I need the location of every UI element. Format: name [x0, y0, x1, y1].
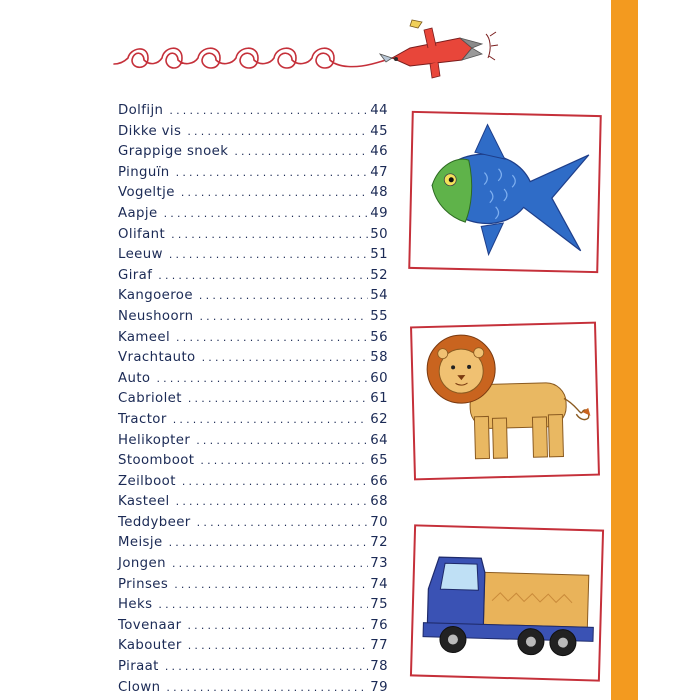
- toc-entry-page: 70: [370, 514, 388, 530]
- toc-entry-page: 54: [370, 288, 388, 304]
- toc-entry: [118, 307, 388, 328]
- toc-entry-page: 56: [370, 329, 388, 345]
- toc-entry-page: 51: [370, 247, 388, 263]
- toc-dot-leader: [173, 410, 369, 431]
- toc-entry-title: Kameel: [118, 329, 171, 345]
- toc-entry-title: Olifant: [118, 226, 166, 242]
- toc-entry-title: Vrachtauto: [118, 350, 196, 366]
- toc-entry: [118, 554, 388, 575]
- toc-entry: [118, 636, 388, 657]
- toc-dot-leader: [187, 616, 368, 637]
- toc-entry: [118, 225, 388, 246]
- toc-dot-leader: [181, 183, 368, 204]
- toc-entry-page: 78: [370, 659, 388, 675]
- toc-entry: [118, 163, 388, 184]
- toc-entry-page: 55: [370, 308, 388, 324]
- toc-entry-page: 64: [370, 432, 388, 448]
- truck-drawing: [412, 526, 602, 679]
- toc-dot-leader: [174, 575, 368, 596]
- toc-entry-page: 50: [370, 226, 388, 242]
- toc-entry-title: Giraf: [118, 267, 153, 283]
- toc-entry-title: Stoomboot: [118, 453, 195, 469]
- toc-entry-page: 61: [370, 391, 388, 407]
- toc-dot-leader: [199, 286, 368, 307]
- toc-entry-page: 60: [370, 370, 388, 386]
- toc-entry: [118, 575, 388, 596]
- toc-dot-leader: [156, 369, 368, 390]
- toc-entry-title: Piraat: [118, 659, 159, 675]
- toc-entry-title: Auto: [118, 370, 151, 386]
- toc-entry-page: 52: [370, 267, 388, 283]
- toc-entry-page: 47: [370, 164, 388, 180]
- toc-entry-page: 68: [370, 494, 388, 510]
- toc-dot-leader: [169, 245, 368, 266]
- toc-entry-page: 48: [370, 185, 388, 201]
- toc-dot-leader: [164, 204, 369, 225]
- toc-dot-leader: [187, 122, 368, 143]
- toc-entry-title: Helikopter: [118, 432, 191, 448]
- toc-dot-leader: [188, 636, 369, 657]
- toc-entry-title: Tractor: [118, 411, 167, 427]
- toc-entry-page: 46: [370, 144, 388, 160]
- toc-dot-leader: [188, 389, 368, 410]
- toc-entry: [118, 431, 388, 452]
- toc-entry-title: Teddybeer: [118, 514, 191, 530]
- toc-entry-page: 44: [370, 103, 388, 118]
- toc-dot-leader: [169, 101, 368, 122]
- toc-entry-title: Aapje: [118, 205, 158, 221]
- toc-entry-page: 62: [370, 411, 388, 427]
- toc-entry-title: Kabouter: [118, 638, 182, 654]
- toc-entry-page: 58: [370, 350, 388, 366]
- toc-entry: [118, 657, 388, 678]
- toc-entry: [118, 389, 388, 410]
- toc-entry-title: Cabriolet: [118, 391, 182, 407]
- toc-entry: [118, 245, 388, 266]
- toc-entry-page: 73: [370, 556, 388, 572]
- toc-entry-title: Neushoorn: [118, 308, 194, 324]
- toc-entry: [118, 183, 388, 204]
- toc-dot-leader: [165, 657, 368, 678]
- toc-entry: [118, 142, 388, 163]
- toc-dot-leader: [171, 225, 368, 246]
- toc-entry-title: Dolfijn: [118, 103, 164, 118]
- toc-entry: [118, 328, 388, 349]
- toc-entry-page: 75: [370, 597, 388, 613]
- toc-entry-page: 49: [370, 205, 388, 221]
- toc-entry: [118, 204, 388, 225]
- toc-entry-page: 76: [370, 617, 388, 633]
- toc-entry-page: 65: [370, 453, 388, 469]
- table-of-contents: [118, 101, 388, 698]
- toc-dot-leader: [197, 513, 369, 534]
- toc-entry-title: Leeuw: [118, 247, 163, 263]
- toc-entry-title: Zeilboot: [118, 473, 176, 489]
- toc-entry: [118, 678, 388, 699]
- toc-entry: [118, 513, 388, 534]
- truck-illustration-frame: [410, 524, 604, 681]
- toc-entry-title: Kasteel: [118, 494, 170, 510]
- toc-entry: [118, 369, 388, 390]
- toc-dot-leader: [158, 595, 368, 616]
- toc-dot-leader: [202, 348, 369, 369]
- toc-dot-leader: [169, 533, 369, 554]
- toc-entry: [118, 348, 388, 369]
- toc-entry: [118, 492, 388, 513]
- toc-dot-leader: [200, 451, 368, 472]
- toc-entry-title: Tovenaar: [118, 617, 182, 633]
- toc-entry: [118, 266, 388, 287]
- toc-entry-title: Grappige snoek: [118, 144, 229, 160]
- toc-dot-leader: [234, 142, 368, 163]
- toc-entry-page: 79: [370, 679, 388, 695]
- toc-entry: [118, 616, 388, 637]
- toc-dot-leader: [199, 307, 368, 328]
- toc-dot-leader: [172, 554, 368, 575]
- toc-entry: [118, 101, 388, 122]
- toc-entry-title: Pinguïn: [118, 164, 170, 180]
- toc-dot-leader: [182, 472, 368, 493]
- rocket-icon: [380, 20, 498, 78]
- toc-dot-leader: [176, 492, 369, 513]
- toc-dot-leader: [158, 266, 368, 287]
- toc-entry: [118, 595, 388, 616]
- toc-entry-page: 45: [370, 123, 388, 139]
- toc-dot-leader: [176, 328, 368, 349]
- toc-dot-leader: [176, 163, 369, 184]
- lion-illustration-frame: [410, 322, 600, 481]
- toc-entry-page: 74: [370, 576, 388, 592]
- toc-entry-page: 77: [370, 638, 388, 654]
- toc-entry-title: Prinses: [118, 576, 169, 592]
- toc-entry: [118, 472, 388, 493]
- toc-entry-title: Heks: [118, 597, 153, 613]
- fish-illustration-frame: [408, 111, 602, 273]
- toc-entry-title: Meisje: [118, 535, 163, 551]
- toc-dot-leader: [166, 678, 368, 699]
- orange-page-edge: [611, 0, 638, 700]
- toc-entry-title: Clown: [118, 679, 161, 695]
- toc-dot-leader: [196, 431, 368, 452]
- toc-entry: [118, 451, 388, 472]
- toc-entry-title: Dikke vis: [118, 123, 182, 139]
- toc-entry: [118, 533, 388, 554]
- toc-entry-page: 72: [370, 535, 388, 551]
- rocket-swirl-drawing: [110, 18, 500, 88]
- toc-entry-title: Kangoeroe: [118, 288, 193, 304]
- toc-entry: [118, 286, 388, 307]
- toc-entry: [118, 122, 388, 143]
- toc-entry-page: 66: [370, 473, 388, 489]
- toc-entry: [118, 410, 388, 431]
- toc-entry-title: Vogeltje: [118, 185, 175, 201]
- fish-drawing: [410, 113, 599, 271]
- lion-drawing: [412, 324, 598, 479]
- toc-entry-title: Jongen: [118, 556, 166, 572]
